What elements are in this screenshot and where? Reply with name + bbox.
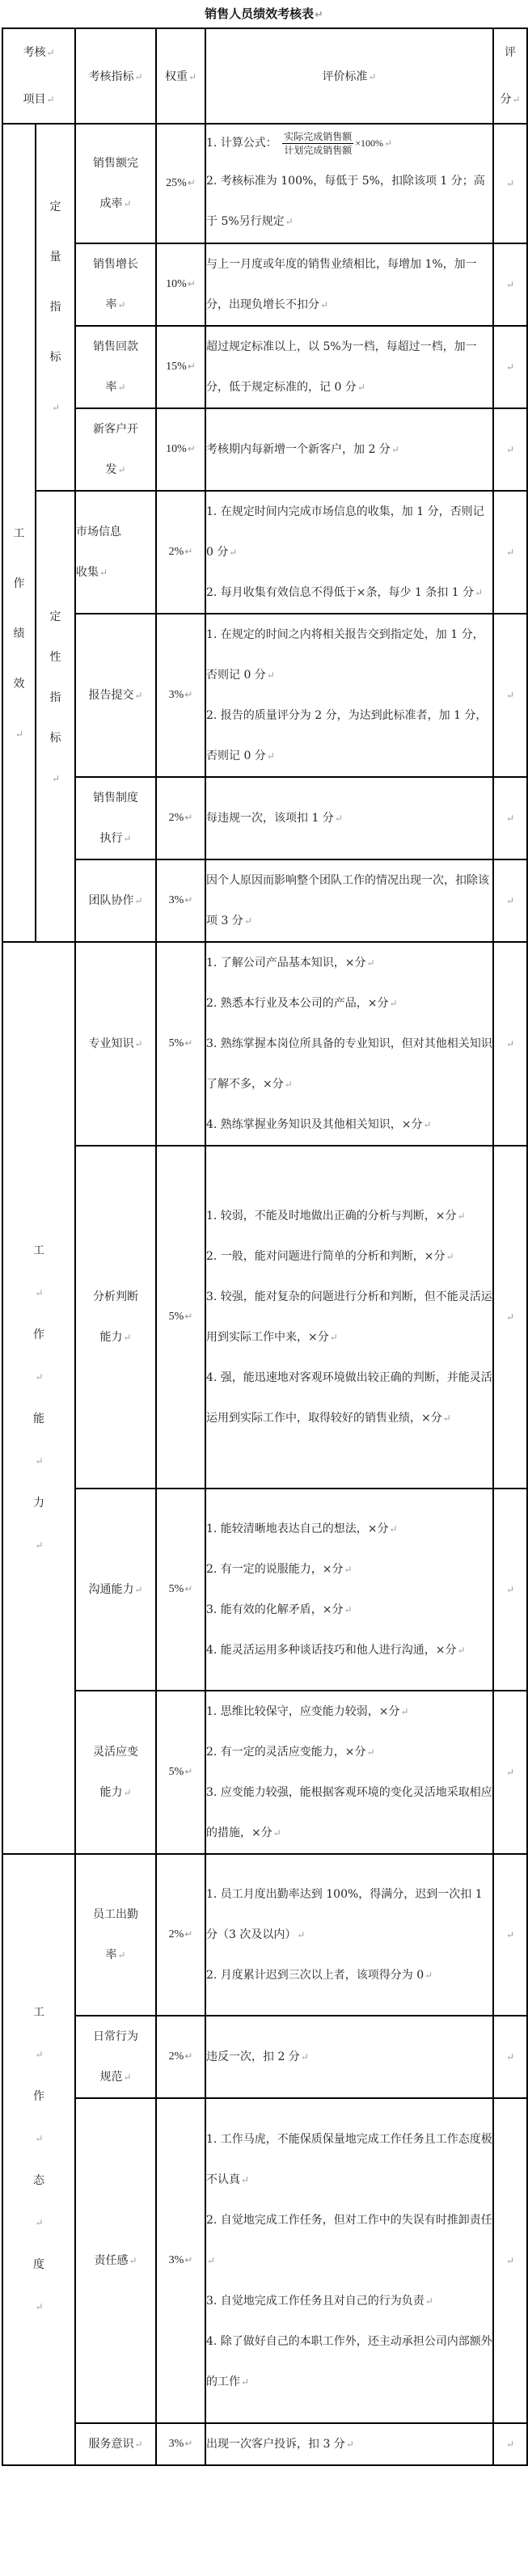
indicator-cell: 员工出勤 率↵ (75, 1854, 156, 2016)
score-input[interactable]: ↵ (493, 491, 527, 614)
indicator-cell: 分析判断 能力↵ (75, 1146, 156, 1489)
table-row (2, 243, 527, 326)
score-input[interactable]: ↵ (493, 2423, 527, 2465)
criteria-cell: 超过规定标准以上，以 5%为一档，每超过一档，加一分，低于规定标准的，记 0 分↵ (205, 326, 493, 408)
table-row (2, 124, 527, 243)
weight-cell: 15%↵ (156, 326, 205, 408)
table-row (2, 326, 527, 408)
criteria-cell: 1. 能较清晰地表达自己的想法，×分↵ 2. 有一定的说服能力，×分↵ 3. 能有效的化解矛盾，×分↵ 4. 能灵活运用多种谈话技巧和他人进行沟通，×分↵ (205, 1489, 493, 1691)
criteria-cell: 1. 员工月度出勤率达到 100%，得满分，迟到一次扣 1 分（3 次及以内）↵ 2. 月度累计迟到三次以上者，该项得分为 0↵ (205, 1854, 493, 2016)
indicator-cell: 新客户开 发↵ (75, 408, 156, 491)
score-input[interactable]: ↵ (493, 942, 527, 1146)
performance-table (2, 27, 528, 2466)
indicator-cell: 销售制度 执行↵ (75, 777, 156, 859)
table-row (2, 1691, 527, 1854)
table-row (2, 777, 527, 859)
weight-cell: 3%↵ (156, 2423, 205, 2465)
indicator-cell: 服务意识↵ (75, 2423, 156, 2465)
criteria-cell: 违反一次，扣 2 分↵ (205, 2016, 493, 2098)
group-label-quantitative: 定 量 指 标 ↵ (36, 124, 75, 491)
weight-cell: 2%↵ (156, 1854, 205, 2016)
score-input[interactable]: ↵ (493, 1691, 527, 1854)
table-header-row (2, 28, 527, 124)
weight-cell: 5%↵ (156, 1489, 205, 1691)
formula-fraction: $\frac{\text{实际完成销售额}}{\text{计划完成销售额}}$ (284, 130, 353, 156)
score-input[interactable]: ↵ (493, 124, 527, 243)
section-label-ability: 工 ↵ 作 ↵ 能 ↵ 力 ↵ (2, 942, 75, 1854)
criteria-cell: 1. 计算公式： $\frac{\text{实际完成销售额}}{\text{计划完成销售额}}$ ×100%↵ 2. 考核标准为 100%，每低于 5%，扣除该项 1 分；高于 5%另行规定↵ (205, 124, 493, 243)
indicator-cell: 销售额完 成率↵ (75, 124, 156, 243)
table-row (2, 2098, 527, 2423)
weight-cell: 2%↵ (156, 2016, 205, 2098)
criteria-cell: 1. 工作马虎，不能保质保量地完成工作任务且工作态度极不认真↵ 2. 自觉地完成工作任务，但对工作中的失误有时推卸责任↵ 3. 自觉地完成工作任务且对自己的行为负责↵ 4. 除了做好自己的本职工作外，还主动承担公司内部额外的工作↵ (205, 2098, 493, 2423)
table-row (2, 2423, 527, 2465)
table-row (2, 1854, 527, 2016)
indicator-cell: 沟通能力↵ (75, 1489, 156, 1691)
criteria-cell: 每违规一次，该项扣 1 分↵ (205, 777, 493, 859)
paragraph-mark-icon: ↵ (315, 9, 323, 21)
weight-cell: 5%↵ (156, 942, 205, 1146)
indicator-cell: 专业知识↵ (75, 942, 156, 1146)
criteria-cell: 1. 在规定的时间之内将相关报告交到指定处，加 1 分，否则记 0 分↵ 2. 报告的质量评分为 2 分，为达到此标准者，加 1 分，否则记 0 分↵ (205, 614, 493, 777)
header-indicator: 考核指标↵ (75, 28, 156, 124)
score-input[interactable]: ↵ (493, 2098, 527, 2423)
criteria-cell: 因个人原因而影响整个团队工作的情况出现一次，扣除该项 3 分↵ (205, 859, 493, 942)
weight-cell: 3%↵ (156, 859, 205, 942)
weight-cell: 2%↵ (156, 491, 205, 614)
table-row (2, 2016, 527, 2098)
weight-cell: 3%↵ (156, 2098, 205, 2423)
indicator-cell: 销售增长 率↵ (75, 243, 156, 326)
indicator-cell: 销售回款 率↵ (75, 326, 156, 408)
criteria-cell: 1. 在规定时间内完成市场信息的收集，加 1 分，否则记 0 分↵ 2. 每月收集有效信息不得低于×条，每少 1 条扣 1 分↵ (205, 491, 493, 614)
indicator-cell: 市场信息 收集↵ (75, 491, 156, 614)
weight-cell: 10%↵ (156, 243, 205, 326)
criteria-cell: 考核期内每新增一个新客户，加 2 分↵ (205, 408, 493, 491)
table-row (2, 1146, 527, 1489)
table-row (2, 859, 527, 942)
score-input[interactable]: ↵ (493, 859, 527, 942)
criteria-cell: 1. 了解公司产品基本知识，×分↵ 2. 熟悉本行业及本公司的产品，×分↵ 3. 熟练掌握本岗位所具备的专业知识，但对其他相关知识了解不多，×分↵ 4. 熟练掌握业务知识及其他相关知识，×分↵ (205, 942, 493, 1146)
header-project: 考核↵ 项目↵ (2, 28, 75, 124)
section-label-performance: 工 作 绩 效 ↵ (2, 124, 36, 942)
indicator-cell: 日常行为 规范↵ (75, 2016, 156, 2098)
score-input[interactable]: ↵ (493, 1854, 527, 2016)
weight-cell: 10%↵ (156, 408, 205, 491)
table-row (2, 408, 527, 491)
table-row (2, 491, 527, 614)
score-input[interactable]: ↵ (493, 777, 527, 859)
weight-cell: 5%↵ (156, 1691, 205, 1854)
table-row (2, 942, 527, 1146)
criteria-cell: 出现一次客户投诉，扣 3 分↵ (205, 2423, 493, 2465)
score-input[interactable]: ↵ (493, 326, 527, 408)
score-input[interactable]: ↵ (493, 1489, 527, 1691)
indicator-cell: 团队协作↵ (75, 859, 156, 942)
document-title: 销售人员绩效考核表↵ (205, 6, 323, 21)
score-input[interactable]: ↵ (493, 408, 527, 491)
criteria-cell: 1. 较弱，不能及时地做出正确的分析与判断，×分↵ 2. 一般，能对问题进行简单的分析和判断，×分↵ 3. 较强，能对复杂的问题进行分析和判断，但不能灵活运用到实际工作中来，×分↵ 4. 强，能迅速地对客观环境做出较正确的判断，并能灵活运用到实际工作中，取得较好的销售业绩，×分↵ (205, 1146, 493, 1489)
score-input[interactable]: ↵ (493, 2016, 527, 2098)
weight-cell: 25%↵ (156, 124, 205, 243)
criteria-cell: 1. 思维比较保守，应变能力较弱，×分↵ 2. 有一定的灵活应变能力，×分↵ 3. 应变能力较强，能根据客观环境的变化灵活地采取相应的措施，×分↵ (205, 1691, 493, 1854)
weight-cell: 3%↵ (156, 614, 205, 777)
indicator-cell: 灵活应变 能力↵ (75, 1691, 156, 1854)
score-input[interactable]: ↵ (493, 1146, 527, 1489)
weight-cell: 5%↵ (156, 1146, 205, 1489)
header-criteria: 评价标准↵ (205, 28, 493, 124)
indicator-cell: 报告提交↵ (75, 614, 156, 777)
header-score: 评 分↵ (493, 28, 527, 124)
header-weight: 权重↵ (156, 28, 205, 124)
group-label-qualitative: 定 性 指 标 ↵ (36, 491, 75, 942)
score-input[interactable]: ↵ (493, 614, 527, 777)
criteria-cell: 与上一月度或年度的销售业绩相比，每增加 1%，加一分，出现负增长不扣分↵ (205, 243, 493, 326)
weight-cell: 2%↵ (156, 777, 205, 859)
indicator-cell: 责任感↵ (75, 2098, 156, 2423)
section-label-attitude: 工 ↵ 作 ↵ 态 ↵ 度 ↵ (2, 1854, 75, 2465)
table-row (2, 614, 527, 777)
table-row (2, 1489, 527, 1691)
score-input[interactable]: ↵ (493, 243, 527, 326)
